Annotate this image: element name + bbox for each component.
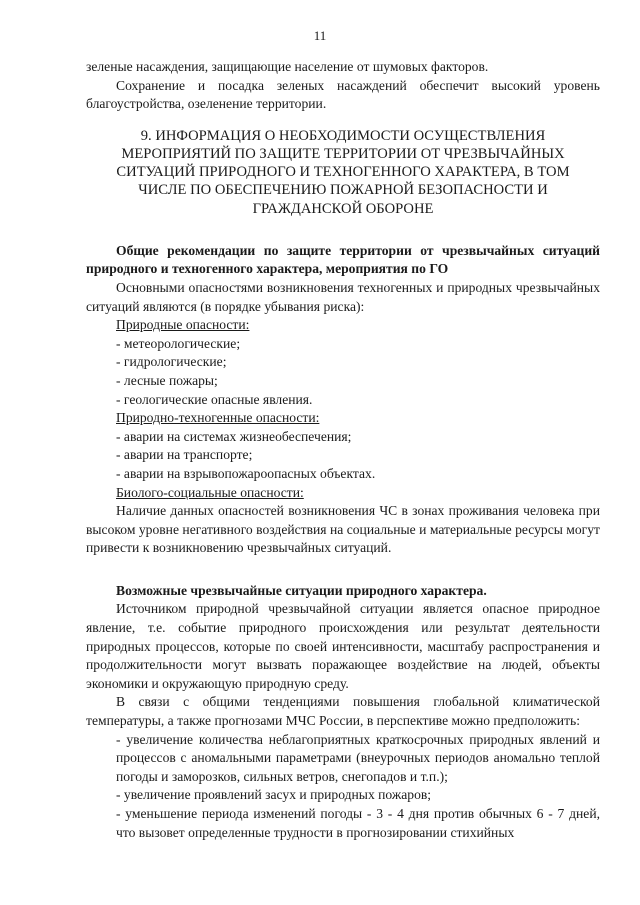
natural-emergencies-subheading: Возможные чрезвычайные ситуации природного характера. <box>116 582 487 598</box>
technogenic-hazards-title: Природно-техногенные опасности: <box>116 410 320 426</box>
list-item: - увеличение количества неблагоприятных краткосрочных природных явлений и процессов с аномальными параметрами (внеурочных периодов аномально теплой погоды и заморозков, сильных ветров, снегопадов и т.п.); <box>116 731 600 784</box>
hazards-conclusion-paragraph: Наличие данных опасностей возникновения ЧС в зонах проживания человека при высоком уровне негативного воздействия на социальные и материальные ресурсы могут привести к возникновению чрезвычайных ситуаций. <box>86 503 600 556</box>
list-item: - уменьшение периода изменений погоды - 3 - 4 дня против обычных 6 - 7 дней, что вызовет определенные трудности в прогнозировании стихийных <box>116 806 600 840</box>
list-item: - гидрологические; <box>116 354 227 370</box>
natural-hazards-list <box>86 335 600 409</box>
page-number: 11 <box>313 28 327 43</box>
list-item: - лесные пожары; <box>116 372 218 388</box>
section-heading: 9. ИНФОРМАЦИЯ О НЕОБХОДИМОСТИ ОСУЩЕСТВЛЕНИЯ МЕРОПРИЯТИЙ ПО ЗАЩИТЕ ТЕРРИТОРИИ ОТ ЧРЕЗВЫЧАЙНЫХ СИТУАЦИЙ ПРИРОДНОГО И ТЕХНОГЕННОГО ХАРАКТЕРА, В ТОМ ЧИСЛЕ ПО ОБЕСПЕЧЕНИЮ ПОЖАРНОЙ БЕЗОПАСНОСТИ И ГРАЖДАНСКОЙ ОБОРОНЕ <box>116 127 570 217</box>
intro-line-1: зеленые насаждения, защищающие население от шумовых факторов. <box>86 59 489 74</box>
list-item: - увеличение проявлений засух и природных пожаров; <box>116 787 432 803</box>
natural-emergencies-paragraph-1: Источником природной чрезвычайной ситуации является опасное природное явление, т.е. событие природного происхождения или результат деятельности природных процессов, которые по своей интенсивности, масштабу распространения и продолжительности могут вызвать поражающее воздействие на людей, объекты экономики и окружающую природную среду. <box>86 601 600 691</box>
bio-social-hazards-title: Биолого-социальные опасности: <box>116 484 304 500</box>
intro-paragraph: Сохранение и посадка зеленых насаждений обеспечит высокий уровень благоустройства, озеленение территории. <box>86 77 600 112</box>
natural-hazards-title: Природные опасности: <box>116 317 250 333</box>
technogenic-hazards-list <box>86 428 600 484</box>
list-item: - метеорологические; <box>116 335 241 351</box>
page-content <box>86 58 600 842</box>
climate-forecast-list <box>86 731 600 843</box>
general-recommendations-subheading: Общие рекомендации по защите территории от чрезвычайных ситуаций природного и техногенного характера, мероприятия по ГО <box>86 242 600 277</box>
list-item: - геологические опасные явления. <box>116 391 313 407</box>
natural-emergencies-paragraph-2: В связи с общими тенденциями повышения глобальной климатической температуры, а также прогнозами МЧС России, в перспективе можно предположить: <box>86 694 600 729</box>
hazards-lead-paragraph: Основными опасностями возникновения техногенных и природных чрезвычайных ситуаций являются (в порядке убывания риска): <box>86 279 600 314</box>
list-item: - аварии на транспорте; <box>116 447 253 463</box>
list-item: - аварии на системах жизнеобеспечения; <box>116 428 352 444</box>
list-item: - аварии на взрывопожароопасных объектах. <box>116 465 376 481</box>
